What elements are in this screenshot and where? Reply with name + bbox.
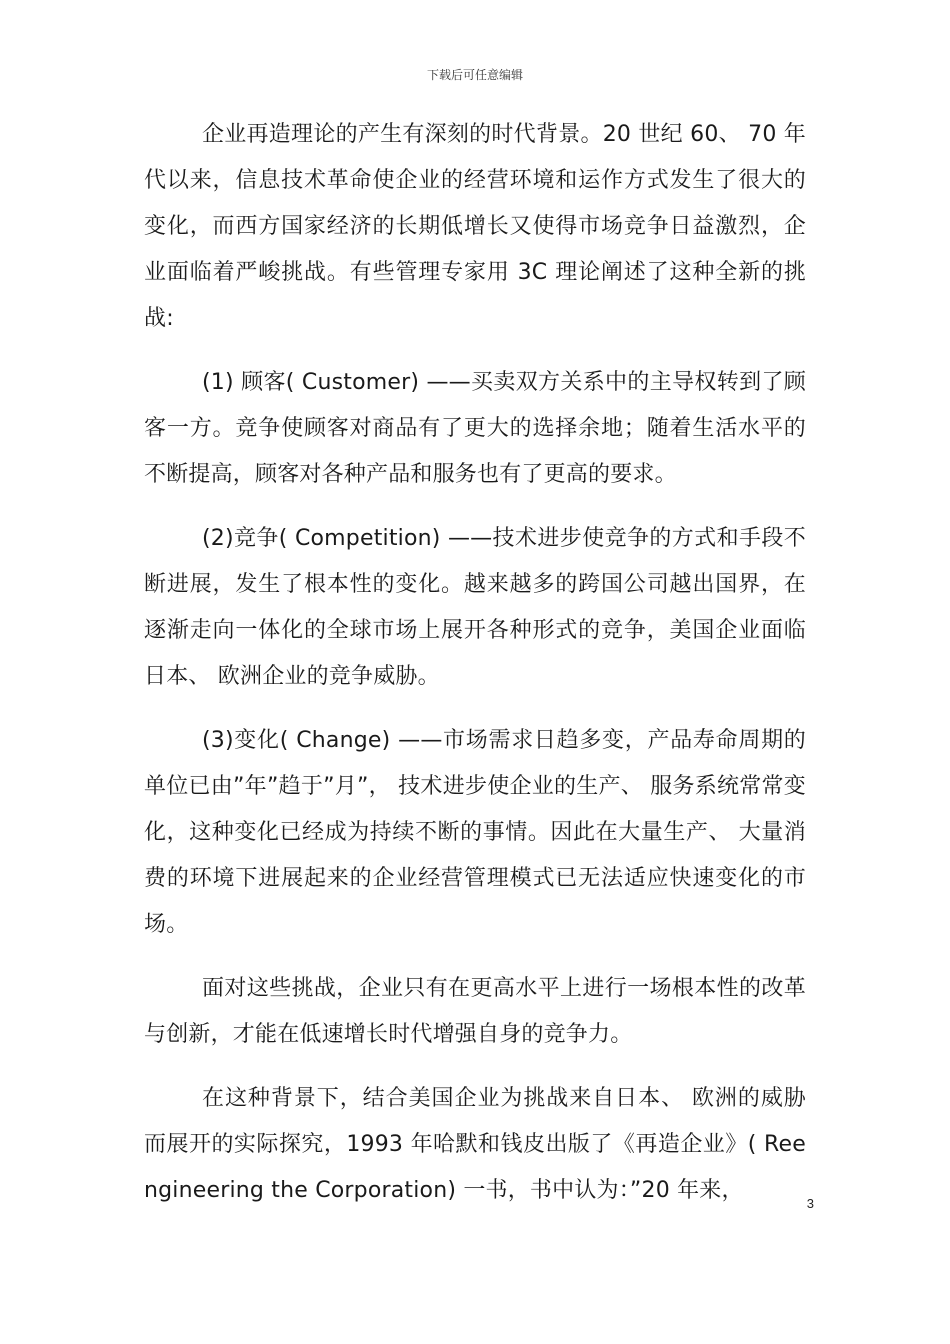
page-number: 3 [806, 1196, 814, 1211]
document-body [144, 112, 806, 1214]
paragraph-change: (3)变化( Change) ——市场需求日趋多变，产品寿命周期的单位已由”年”趋于”月”， 技术进步使企业的生产、 服务系统常常变化，这种变化已经成为持续不断的事情。因此在大量生产、 大量消费的环境下进展起来的企业经营管理模式已无法适应快速变化的市场。 [144, 728, 806, 937]
paragraph-challenge-response: 面对这些挑战，企业只有在更高水平上进行一场根本性的改革与创新，才能在低速增长时代增强自身的竞争力。 [144, 976, 806, 1047]
paragraph-reengineering: 在这种背景下，结合美国企业为挑战来自日本、 欧洲的威胁而展开的实际探究，1993 年哈默和钱皮出版了《再造企业》( Reengineering the Corporation) 一书，书中认为：”20 年来， [144, 1086, 806, 1203]
download-note: 下载后可任意编辑 [426, 68, 523, 82]
paragraph-competition: (2)竞争( Competition) ——技术进步使竞争的方式和手段不断进展，发生了根本性的变化。越来越多的跨国公司越出国界，在逐渐走向一体化的全球市场上展开各种形式的竞争，美国企业面临日本、 欧洲企业的竞争威胁。 [144, 526, 806, 689]
paragraph-customer: (1) 顾客( Customer) ——买卖双方关系中的主导权转到了顾客一方。竞争使顾客对商品有了更大的选择余地；随着生活水平的不断提高，顾客对各种产品和服务也有了更高的要求。 [144, 370, 806, 487]
paragraph-background: 企业再造理论的产生有深刻的时代背景。20 世纪 60、 70 年代以来，信息技术革命使企业的经营环境和运作方式发生了很大的变化，而西方国家经济的长期低增长又使得市场竞争日益激烈，企业面临着严峻挑战。有些管理专家用 3C 理论阐述了这种全新的挑战: [144, 122, 806, 331]
